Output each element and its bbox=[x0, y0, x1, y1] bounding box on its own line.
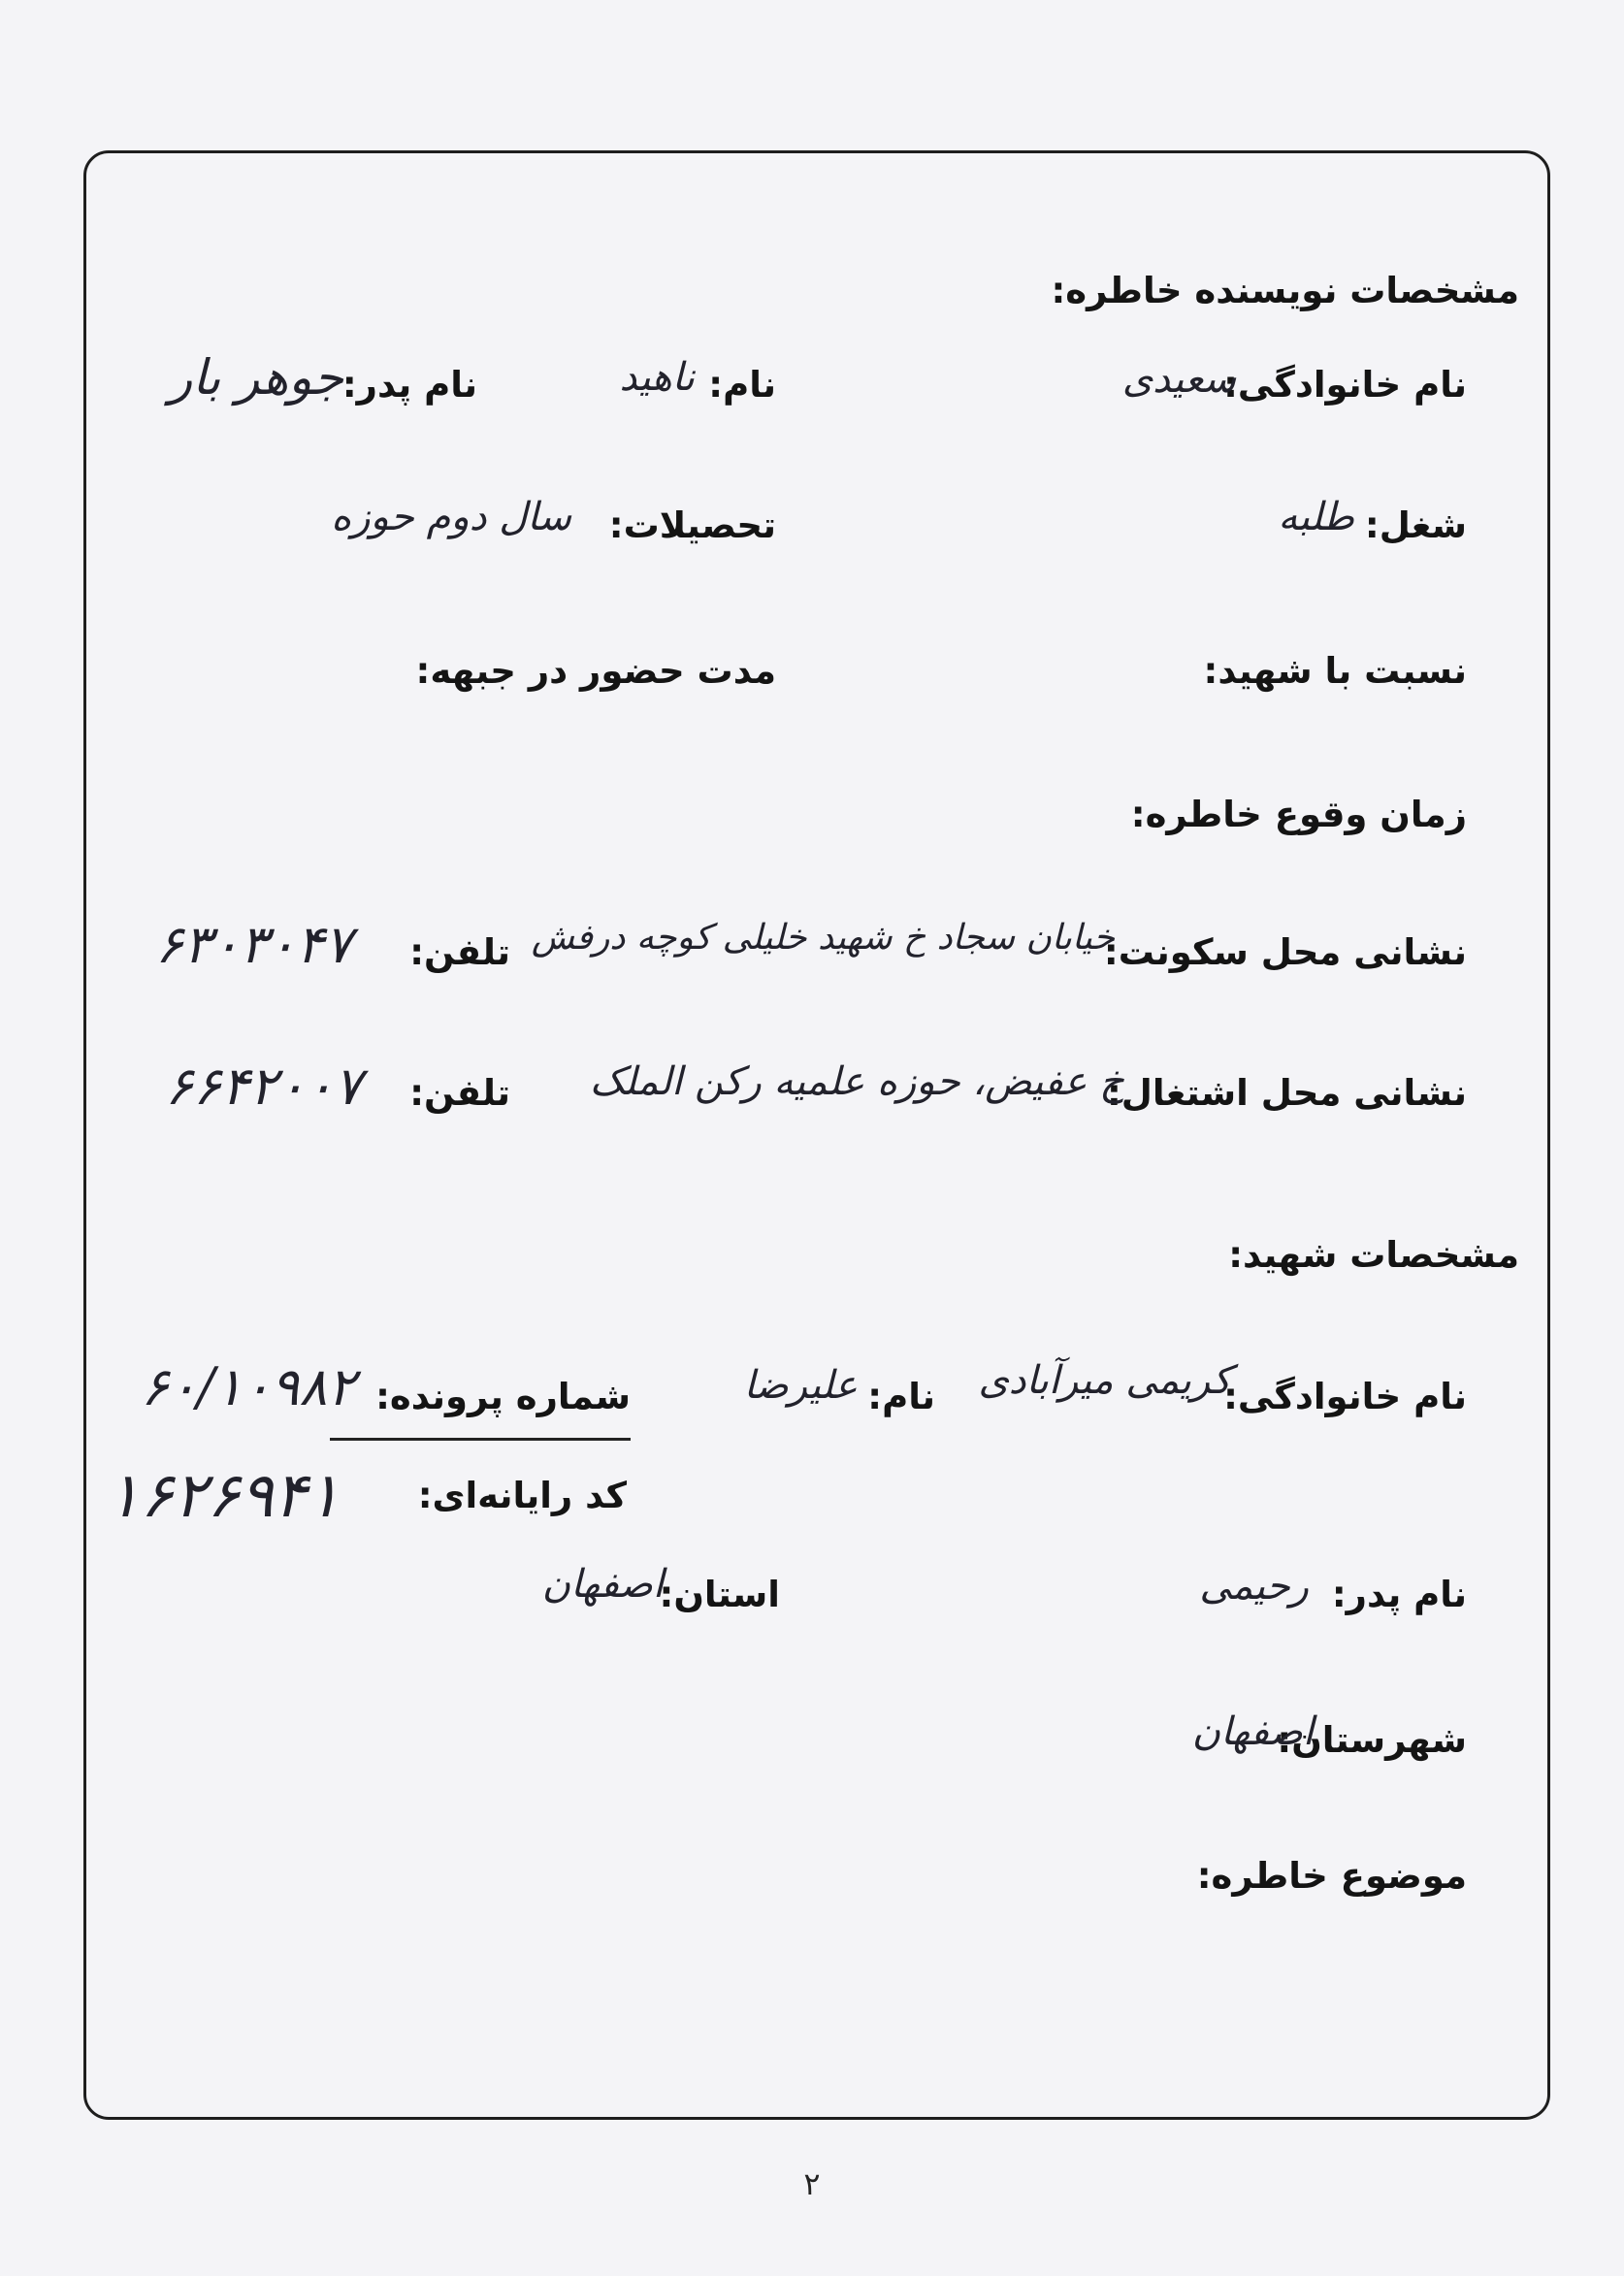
author-family-name-value: سعیدی bbox=[1121, 357, 1236, 402]
author-residence-phone-value: ۶۳۰۳۰۴۷ bbox=[155, 914, 353, 975]
author-residence-address-value: خیابان سجاد خ شهید خلیلی کوچه درفش bbox=[531, 918, 1115, 958]
form-border bbox=[83, 150, 1550, 2120]
file-number-underline bbox=[330, 1438, 631, 1441]
author-father-name-label: نام پدر: bbox=[341, 364, 477, 406]
author-memory-time-label: زمان وقوع خاطره: bbox=[1130, 794, 1467, 835]
author-residence-phone-label: تلفن: bbox=[409, 931, 510, 973]
martyr-province-value: اصفهان bbox=[541, 1562, 664, 1607]
author-work-address-label: نشانی محل اشتغال: bbox=[1107, 1072, 1467, 1114]
author-section-heading: مشخصات نویسنده خاطره: bbox=[1051, 270, 1519, 311]
author-education-value: سال دوم حوزه bbox=[331, 495, 571, 539]
martyr-father-name-label: نام پدر: bbox=[1331, 1574, 1467, 1615]
martyr-first-name-label: نام: bbox=[867, 1376, 935, 1417]
author-front-duration-label: مدت حضور در جبهه: bbox=[415, 650, 776, 692]
martyr-first-name-value: علیرضا bbox=[743, 1363, 858, 1408]
author-father-name-value: جوهر بار bbox=[169, 349, 343, 406]
martyr-computer-code-value: ۱۶۲۶۹۴۱ bbox=[107, 1460, 341, 1532]
author-work-phone-value: ۶۶۴۲۰۰۷ bbox=[165, 1056, 363, 1117]
martyr-province-label: استان: bbox=[659, 1574, 780, 1615]
author-relation-label: نسبت با شهید: bbox=[1203, 650, 1467, 692]
martyr-father-name-value: رحیمی bbox=[1199, 1564, 1309, 1609]
page-number: ۲ bbox=[803, 2165, 821, 2202]
author-family-name-label: نام خانوادگی: bbox=[1223, 364, 1467, 406]
martyr-memory-subject-label: موضوع خاطره: bbox=[1196, 1855, 1467, 1897]
author-work-phone-label: تلفن: bbox=[409, 1072, 510, 1114]
author-education-label: تحصیلات: bbox=[608, 504, 776, 546]
martyr-city-value: اصفهان bbox=[1191, 1709, 1314, 1754]
martyr-computer-code-label: کد رایانه‌ای: bbox=[417, 1475, 627, 1516]
martyr-file-number-label: شماره پرونده: bbox=[375, 1376, 631, 1417]
author-first-name-label: نام: bbox=[708, 364, 776, 406]
martyr-section-heading: مشخصات شهید: bbox=[1228, 1234, 1519, 1276]
martyr-family-name-value: کریمی میرآبادی bbox=[978, 1358, 1231, 1403]
martyr-city-label: شهرستان: bbox=[1277, 1719, 1467, 1761]
author-work-address-value: خ عفیض، حوزه علمیه رکن الملک bbox=[589, 1059, 1124, 1104]
author-occupation-value: طلبه bbox=[1278, 495, 1354, 539]
author-occupation-label: شغل: bbox=[1364, 504, 1467, 546]
author-residence-address-label: نشانی محل سکونت: bbox=[1103, 931, 1467, 973]
author-first-name-value: ناهید bbox=[619, 355, 695, 400]
martyr-family-name-label: نام خانوادگی: bbox=[1223, 1376, 1467, 1417]
martyr-file-number-value: ۶۰/۱۰۹۸۲ bbox=[141, 1356, 356, 1417]
